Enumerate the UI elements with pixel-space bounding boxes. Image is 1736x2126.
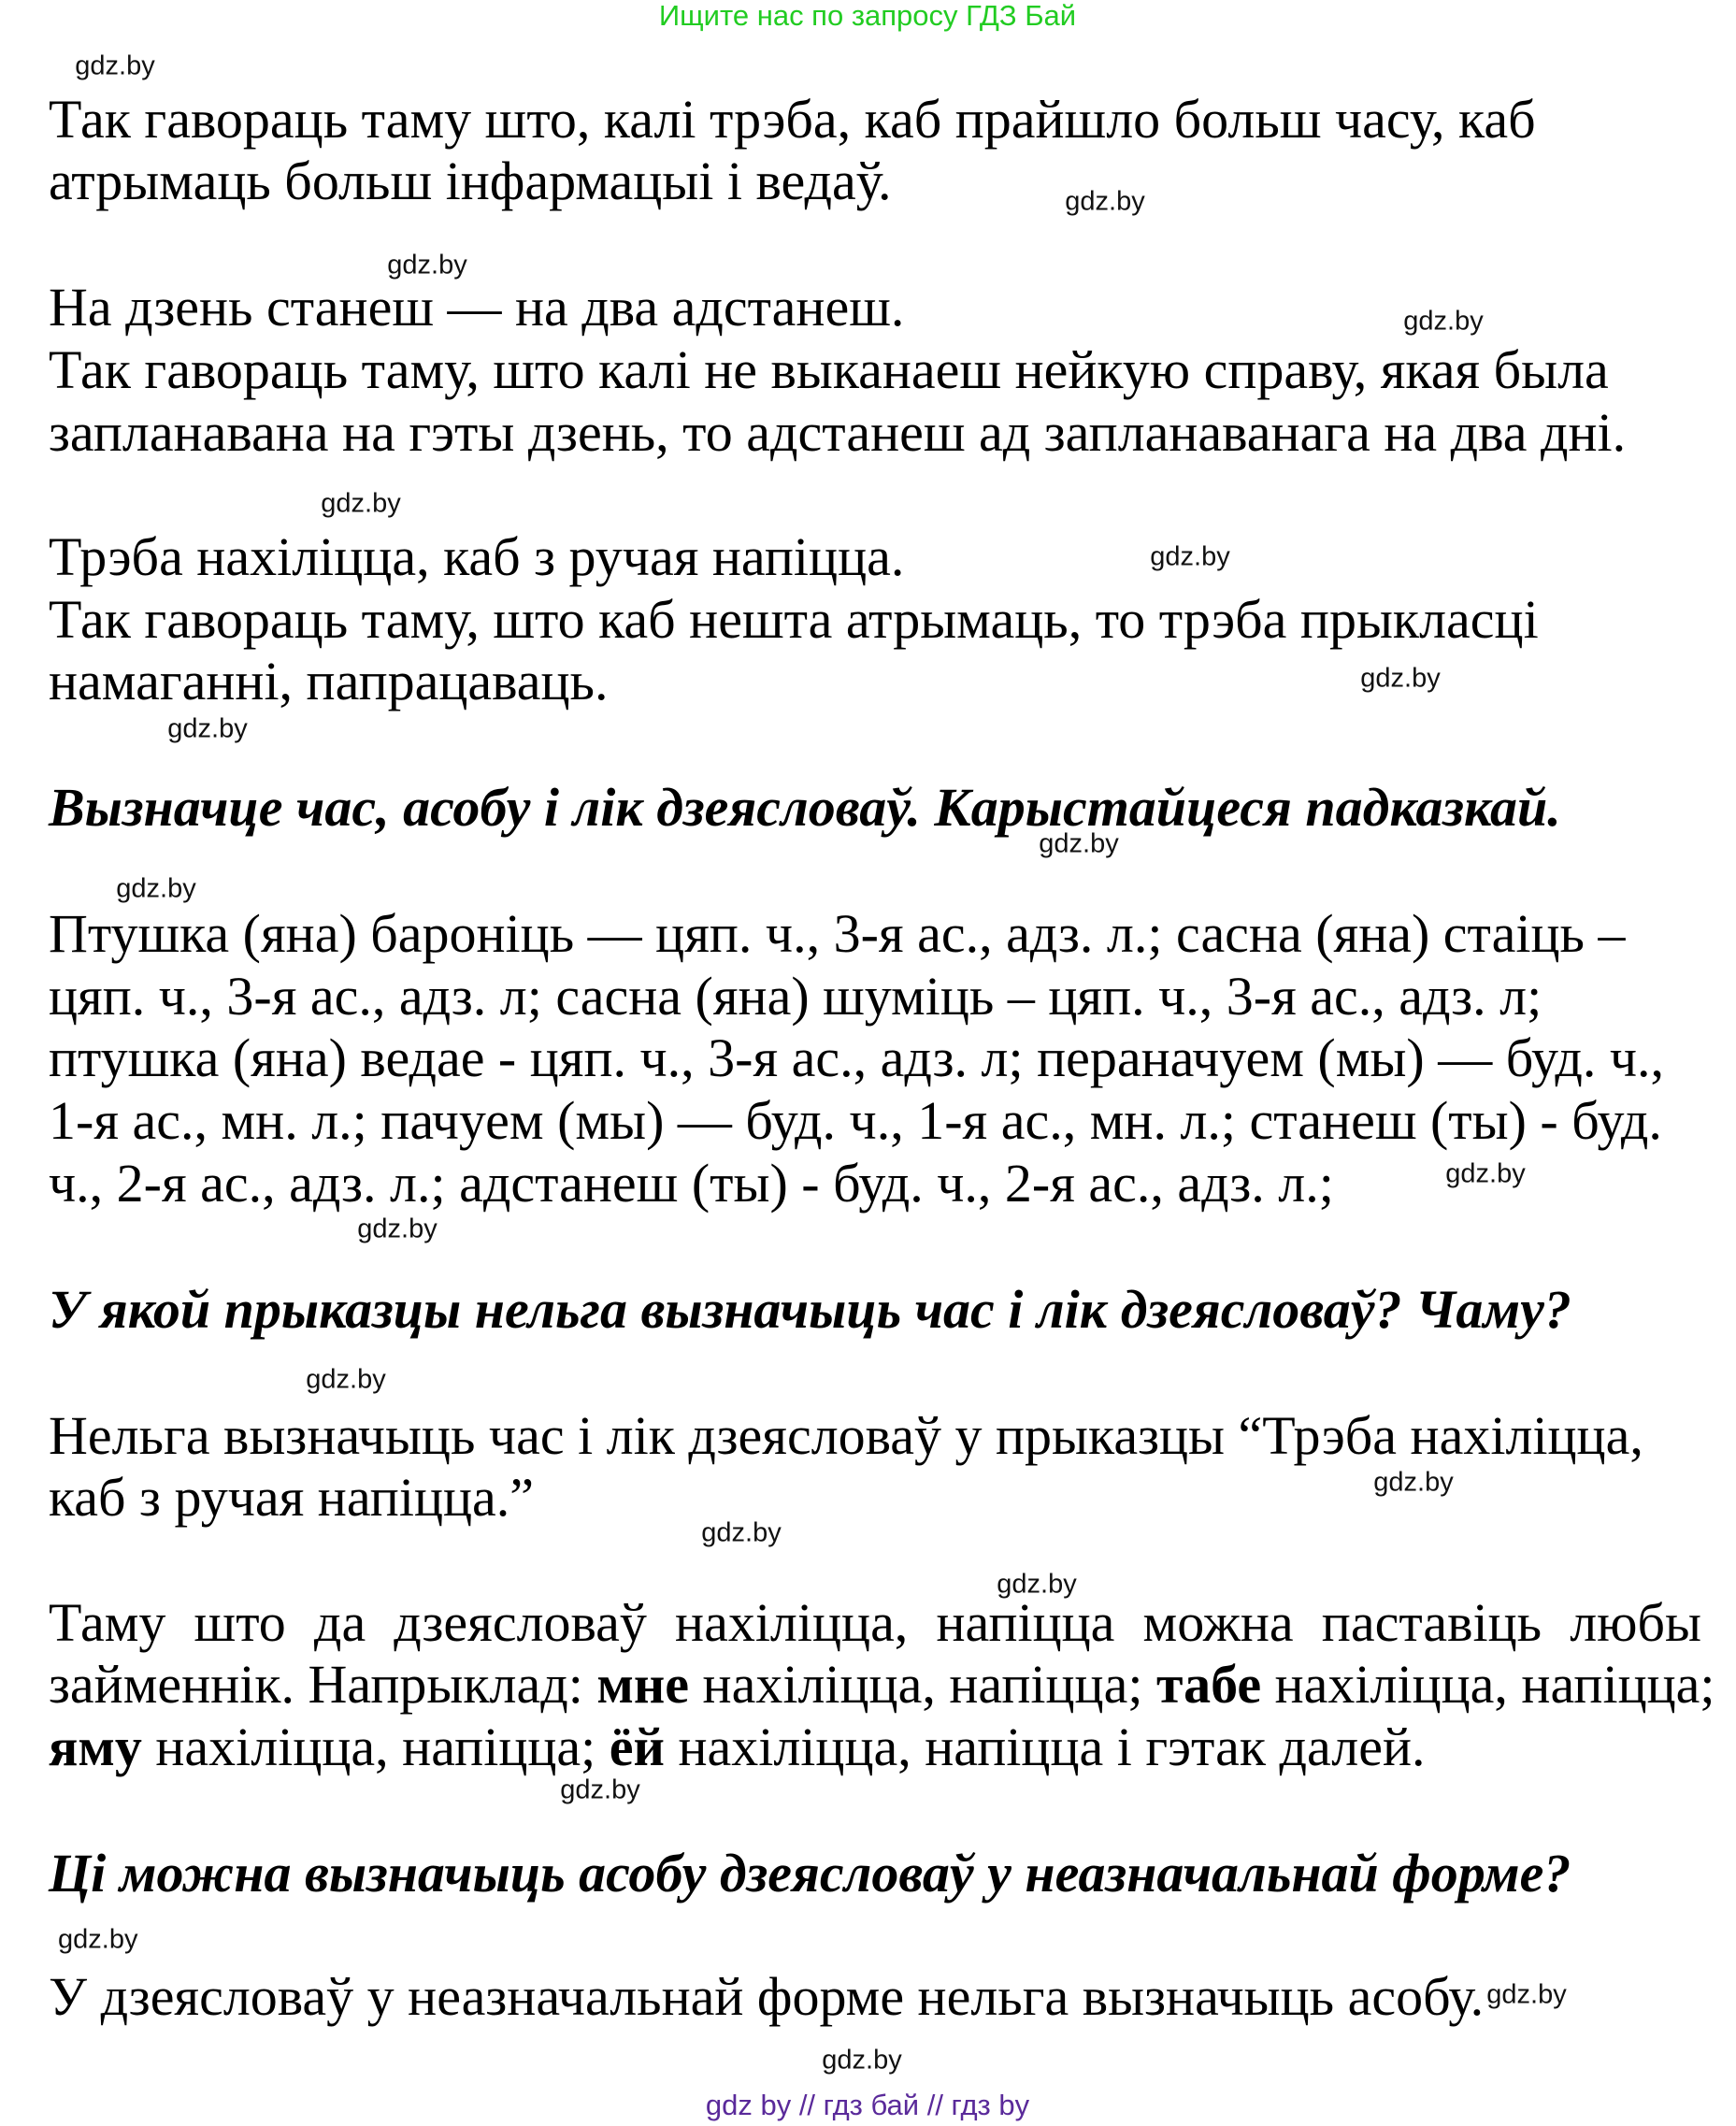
answer-line (49, 1654, 1715, 1716)
answer-line: каб з ручая напіцца.” (49, 1467, 535, 1528)
text-line: намаганні, папрацаваць. (49, 651, 609, 711)
search-banner: Ищите нас по запросу ГДЗ Бай (658, 0, 1077, 32)
watermark: gdz.by (1360, 663, 1441, 694)
text-line: атрымаць больш інфармацыі і ведаў. (49, 151, 892, 211)
watermark: gdz.by (321, 488, 401, 519)
watermark: gdz.by (701, 1517, 782, 1548)
proverb: Трэба нахіліцца, каб з ручая напіцца. (49, 526, 905, 587)
watermark: gdz.by (997, 1569, 1077, 1600)
answer-line: У дзеясловаў у неазначальнай форме нельга вызначыць асобу. (49, 1966, 1485, 2027)
watermark: gdz.by (560, 1774, 640, 1805)
watermark: gdz.by (1039, 828, 1119, 859)
bold-word: ёй (609, 1717, 665, 1777)
watermark: gdz.by (116, 873, 196, 904)
watermark: gdz.by (167, 713, 248, 744)
bold-word: табе (1155, 1654, 1262, 1715)
watermark: gdz.by (1150, 541, 1230, 572)
task-heading: У якой прыказцы нельга вызначыць час і лік дзеясловаў? Чаму? (49, 1279, 1571, 1340)
text-line: запланавана на гэты дзень, то адстанеш ад запланаванага на два дні. (49, 402, 1627, 463)
text-line: Так гавораць таму, што каб нешта атрымаць, то трэба прыкласці (49, 589, 1539, 650)
answer-line: Таму што да дзеясловаў нахіліцца, напіцца можна паставіць любы (49, 1592, 1701, 1653)
text-line: Так гавораць таму, што калі не выканаеш нейкую справу, якая была (49, 339, 1609, 400)
answer-line: птушка (яна) ведае - цяп. ч., 3-я ас., адз. л; пераначуем (мы) — буд. ч., (49, 1027, 1665, 1088)
text: нахіліцца, напіцца; (141, 1717, 610, 1777)
answer-line (49, 1717, 1425, 1778)
task-heading: Ці можна вызначыць асобу дзеясловаў у неазначальнай форме? (49, 1843, 1571, 1903)
text: нахіліцца, напіцца і гэтак далей. (664, 1717, 1426, 1777)
watermark: gdz.by (58, 1924, 138, 1955)
answer-line: ч., 2-я ас., адз. л.; адстанеш (ты) - буд. ч., 2-я ас., адз. л.; (49, 1153, 1334, 1214)
text-line: Так гавораць таму што, калі трэба, каб прайшло больш часу, каб (49, 89, 1536, 150)
watermark: gdz.by (306, 1364, 386, 1395)
answer-line: Птушка (яна) бароніць — цяп. ч., 3-я ас., адз. л.; сасна (яна) стаіць – (49, 903, 1626, 964)
answer-line: 1-я ас., мн. л.; пачуем (мы) — буд. ч., 1-я ас., мн. л.; станеш (ты) - буд. (49, 1090, 1662, 1151)
watermark: gdz.by (357, 1214, 438, 1244)
answer-line: Нельга вызначыць час і лік дзеясловаў у прыказцы “Трэба нахіліцца, (49, 1405, 1643, 1466)
watermark: gdz.by (1486, 1979, 1567, 2010)
proverb: На дзень станеш — на два адстанеш. (49, 277, 905, 338)
watermark: gdz.by (1065, 186, 1145, 217)
text: нахіліцца, напіцца; (1261, 1654, 1715, 1715)
text: нахіліцца, напіцца; (689, 1654, 1156, 1715)
watermark: gdz.by (1373, 1467, 1454, 1498)
text: займеннік. Напрыклад: (49, 1654, 597, 1715)
footer-links[interactable]: gdz by // гдз бай // гдз by (705, 2089, 1030, 2121)
watermark: gdz.by (387, 250, 467, 280)
watermark: gdz.by (1445, 1158, 1526, 1189)
bold-word: яму (49, 1717, 142, 1777)
watermark: gdz.by (822, 2045, 902, 2076)
answer-line: цяп. ч., 3-я ас., адз. л; сасна (яна) шуміць – цяп. ч., 3-я ас., адз. л; (49, 966, 1542, 1027)
watermark: gdz.by (1403, 306, 1484, 337)
task-heading: Вызначце час, асобу і лік дзеясловаў. Карыстайцеся падказкай. (49, 777, 1561, 838)
bold-word: мне (596, 1654, 690, 1715)
watermark: gdz.by (75, 50, 155, 81)
